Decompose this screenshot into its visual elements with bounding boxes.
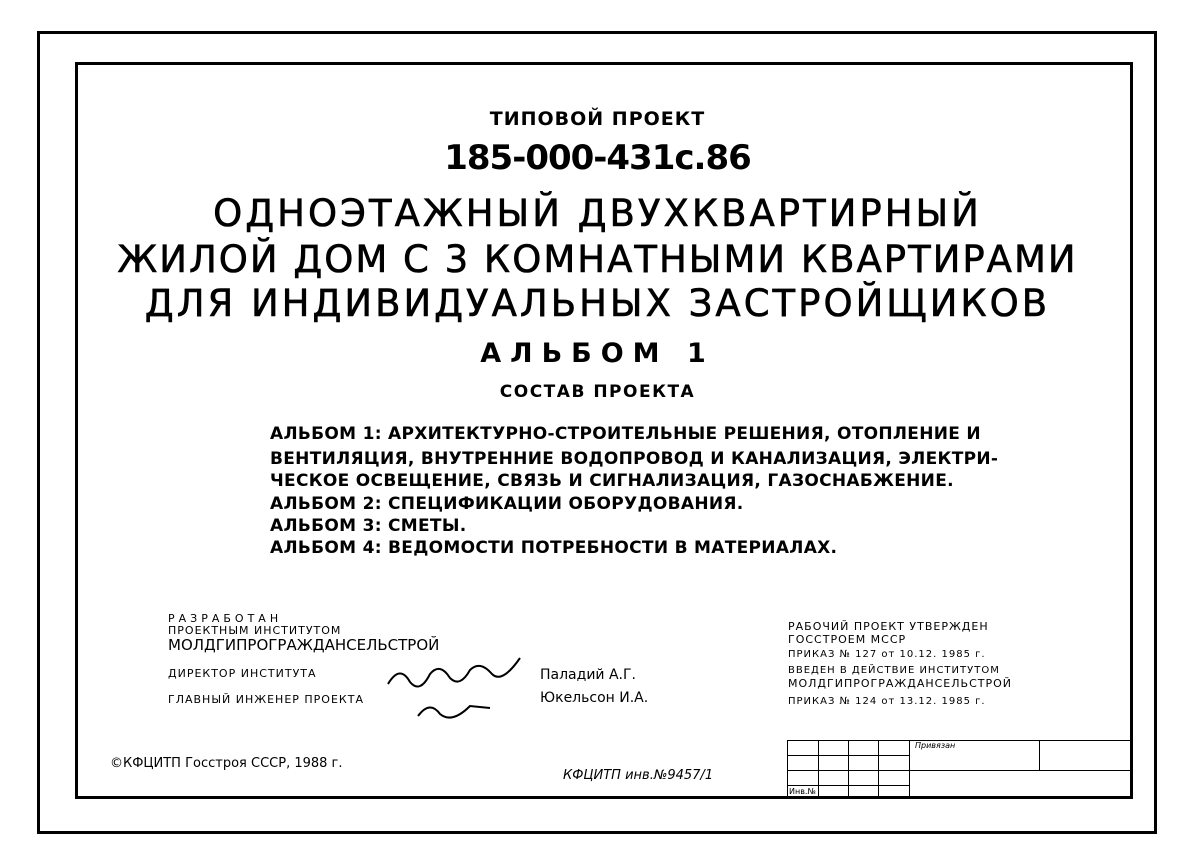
copyright-note: ©КФЦИТП Госстроя СССР, 1988 г.	[110, 756, 343, 771]
stamp-label: Привязан	[915, 741, 956, 750]
developed-label: РАЗРАБОТАН	[168, 612, 283, 625]
approval-line: ВВЕДЕН В ДЕЙСТВИЕ ИНСТИТУТОМ	[788, 665, 1000, 676]
composition-line: АЛЬБОМ 1: АРХИТЕКТУРНО-СТРОИТЕЛЬНЫЕ РЕШЕНИЯ, ОТОПЛЕНИЕ И	[270, 424, 981, 444]
album-title: АЛЬБОМ 1	[480, 338, 715, 369]
composition-line: АЛЬБОМ 2: СПЕЦИФИКАЦИИ ОБОРУДОВАНИЯ.	[270, 494, 744, 514]
composition-line: АЛЬБОМ 3: СМЕТЫ.	[270, 516, 467, 536]
composition-line: ВЕНТИЛЯЦИЯ, ВНУТРЕННИЕ ВОДОПРОВОД И КАНАЛИЗАЦИЯ, ЭЛЕКТРИ-	[270, 449, 999, 469]
director-label: ДИРЕКТОР ИНСТИТУТА	[168, 667, 317, 680]
inventory-number: КФЦИТП инв.№9457/1	[563, 768, 714, 783]
chief-engineer-label: ГЛАВНЫЙ ИНЖЕНЕР ПРОЕКТА	[168, 693, 364, 706]
project-number: 185-000-431с.86	[444, 138, 751, 178]
composition-line: ЧЕСКОЕ ОСВЕЩЕНИЕ, СВЯЗЬ И СИГНАЛИЗАЦИЯ, ГАЗОСНАБЖЕНИЕ.	[270, 471, 954, 491]
director-name: Паладий А.Г.	[540, 667, 636, 683]
stamp-inventory-label: Инв.№	[789, 787, 816, 796]
title-line-1: ОДНОЭТАЖНЫЙ ДВУХКВАРТИРНЫЙ	[213, 192, 982, 235]
title-block-stamp	[787, 740, 1133, 799]
approval-line: МОЛДГИПРОГРАЖДАНСЕЛЬСТРОЙ	[788, 677, 1012, 690]
composition-title: СОСТАВ ПРОЕКТА	[499, 382, 696, 402]
signature-graphic	[380, 644, 530, 724]
approval-line: ПРИКАЗ № 124 от 13.12. 1985 г.	[788, 696, 986, 707]
approval-line: ПРИКАЗ № 127 от 10.12. 1985 г.	[788, 649, 986, 660]
approval-line: ГОССТРОЕМ МССР	[788, 633, 907, 646]
title-line-3: ДЛЯ ИНДИВИДУАЛЬНЫХ ЗАСТРОЙЩИКОВ	[144, 282, 1051, 325]
project-type-label: ТИПОВОЙ ПРОЕКТ	[489, 108, 706, 130]
approval-line: РАБОЧИЙ ПРОЕКТ УТВЕРЖДЕН	[788, 620, 989, 633]
developed-by: ПРОЕКТНЫМ ИНСТИТУТОМ	[168, 624, 342, 637]
developer-institute: МОЛДГИПРОГРАЖДАНСЕЛЬСТРОЙ	[168, 636, 440, 654]
title-line-2: ЖИЛОЙ ДОМ С 3 КОМНАТНЫМИ КВАРТИРАМИ	[117, 238, 1078, 281]
chief-engineer-name: Юкельсон И.А.	[540, 690, 649, 706]
composition-line: АЛЬБОМ 4: ВЕДОМОСТИ ПОТРЕБНОСТИ В МАТЕРИАЛАХ.	[270, 538, 838, 558]
